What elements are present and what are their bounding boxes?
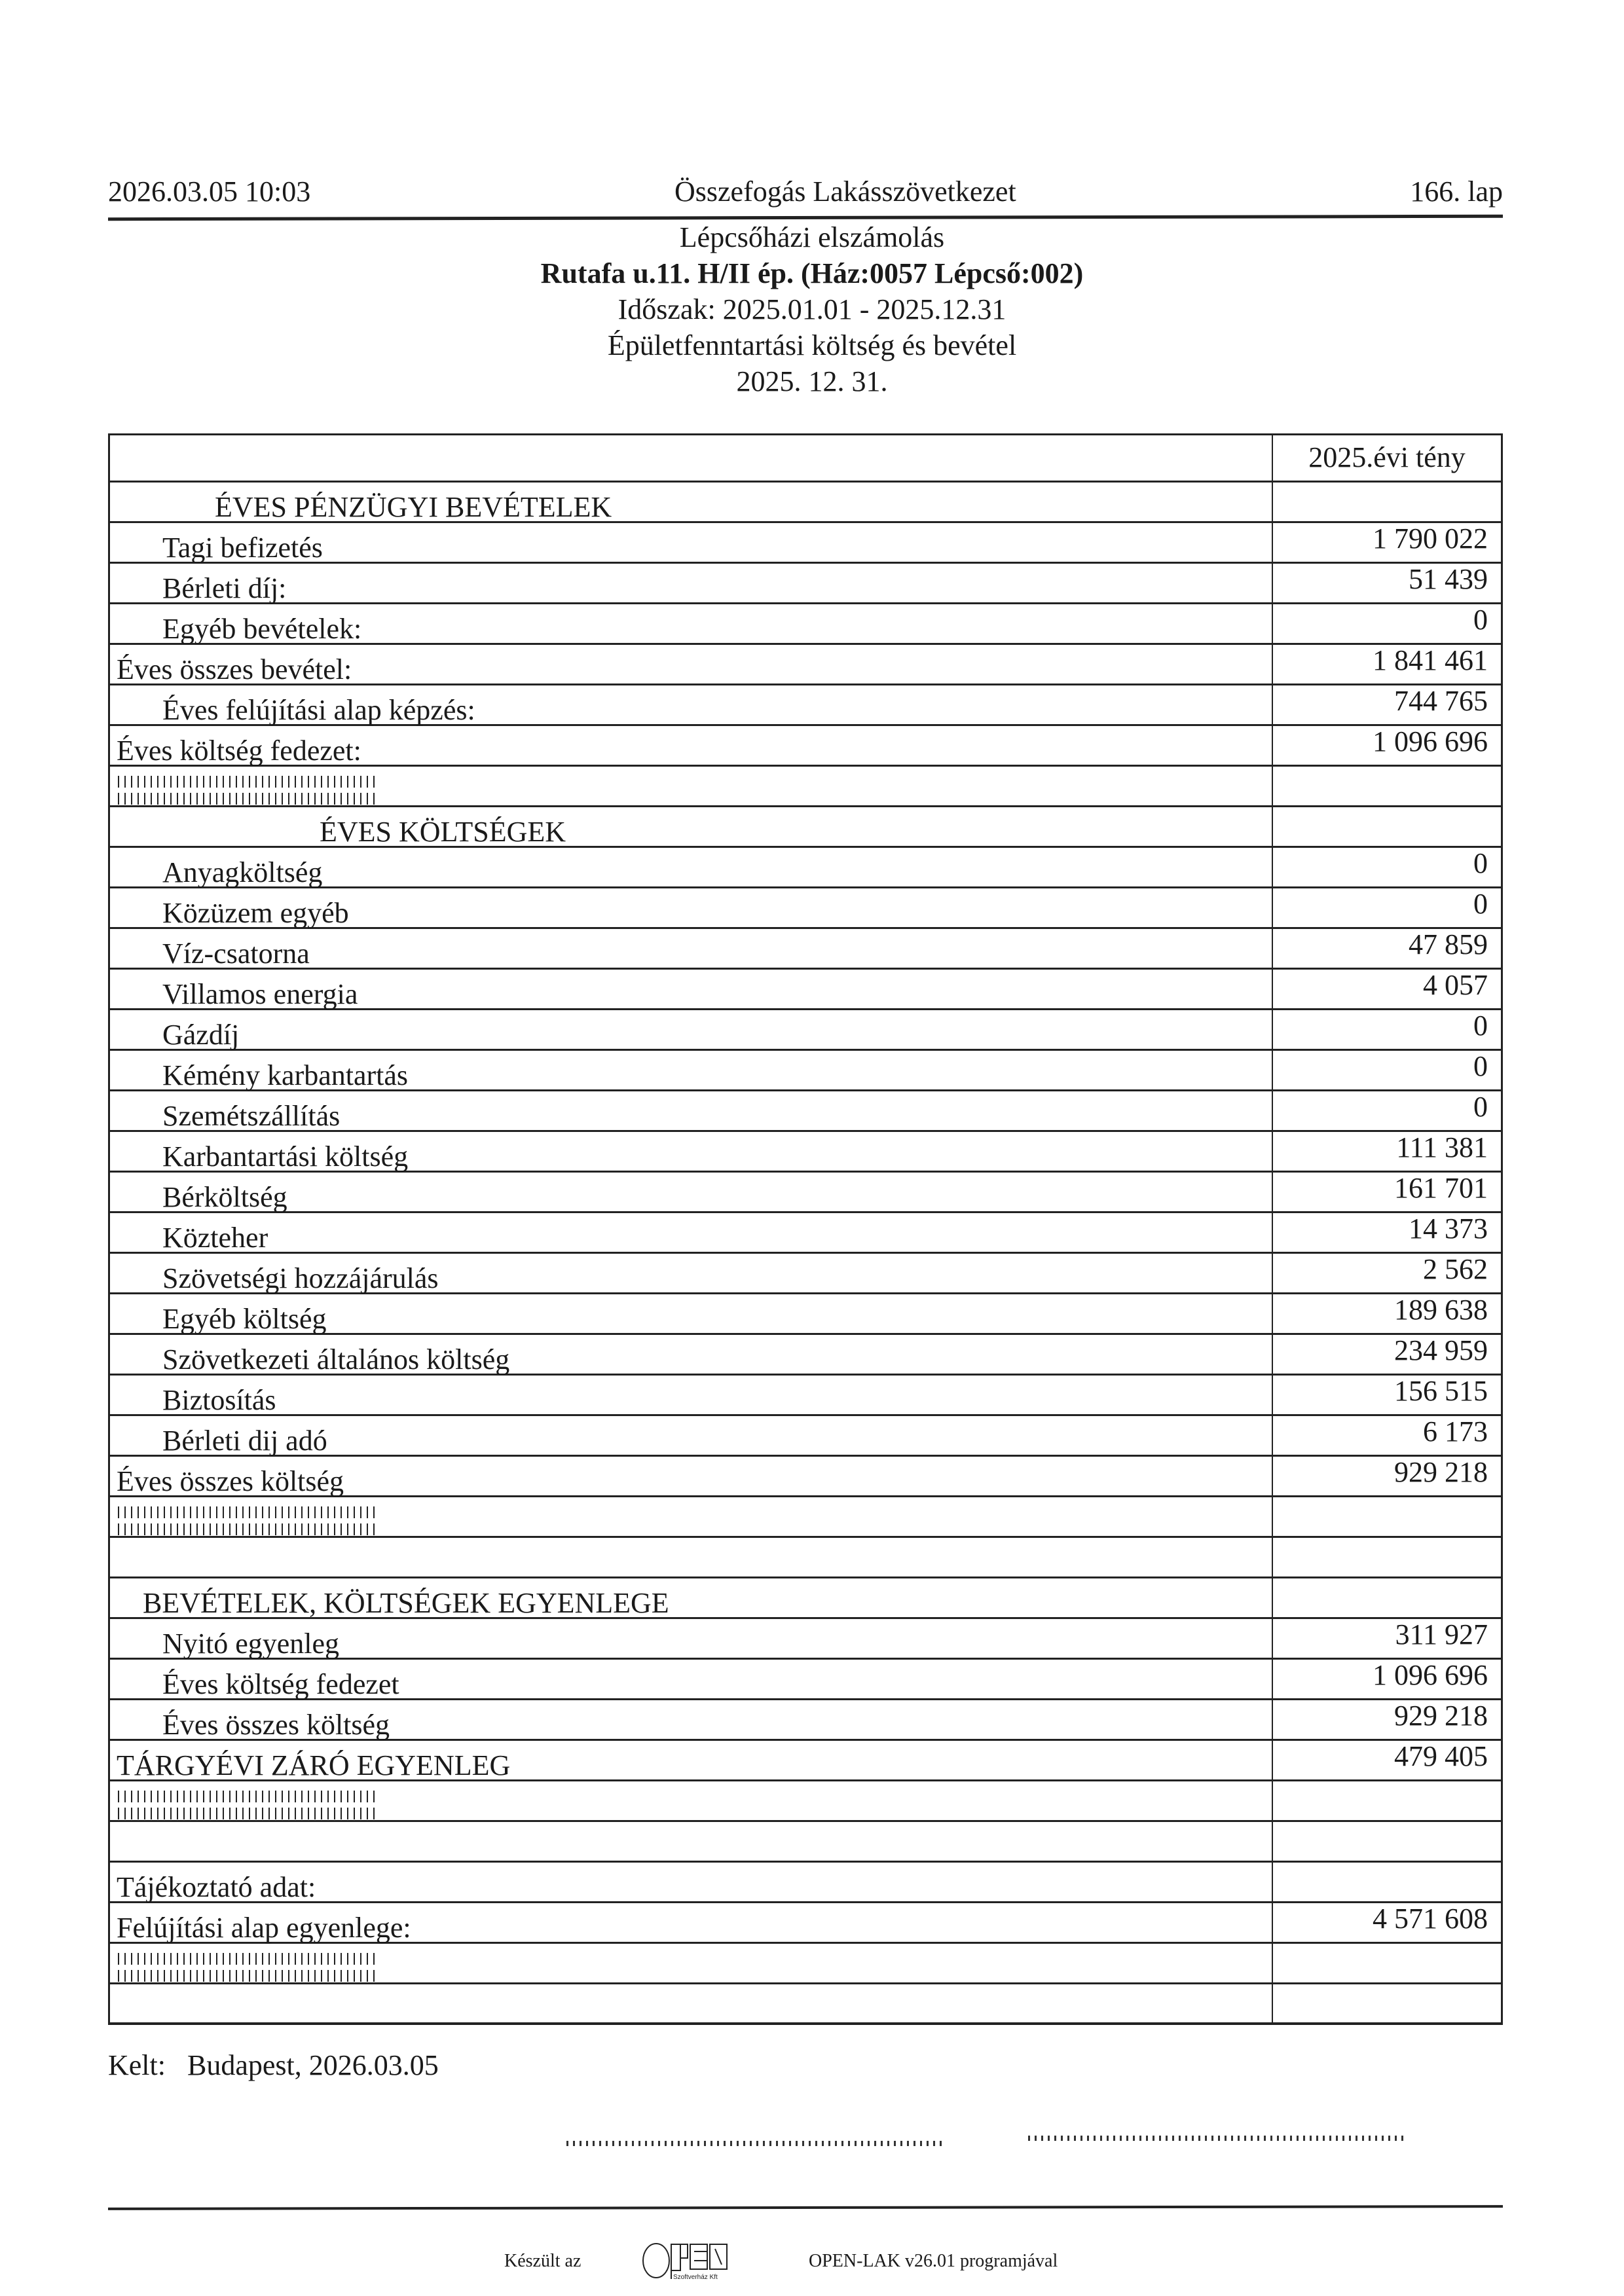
row-label: Közüzem egyéb [162, 897, 349, 929]
separator-row [110, 1781, 1501, 1822]
row-value: 4 057 [1272, 970, 1501, 1008]
row-value: 1 096 696 [1272, 726, 1501, 765]
row-value: 0 [1272, 1051, 1501, 1089]
table-row [110, 685, 1501, 726]
settlement-table [108, 433, 1503, 2025]
footer-suffix: OPEN-LAK v26.01 programjával [809, 2251, 1058, 2271]
row-label: Biztosítás [162, 1384, 276, 1416]
table-row [110, 1700, 1501, 1741]
section-title: ÉVES KÖLTSÉGEK [320, 816, 566, 848]
footer-rule [108, 2205, 1503, 2210]
section-info [110, 1863, 1501, 1903]
page-number: 166. lap [1410, 175, 1503, 208]
row-label: Karbantartási költség [162, 1140, 409, 1173]
table-row [110, 888, 1501, 929]
row-value: 161 701 [1272, 1173, 1501, 1211]
row-label: Éves költség fedezet [162, 1668, 399, 1700]
row-value: 0 [1272, 1091, 1501, 1130]
signature-line-right [1028, 2136, 1408, 2141]
row-label: Éves összes költség [117, 1465, 344, 1497]
row-value: 0 [1272, 888, 1501, 927]
row-value: 234 959 [1272, 1335, 1501, 1374]
table-row [110, 929, 1501, 970]
row-label: Éves összes költség [162, 1709, 390, 1741]
row-label: Szövetségi hozzájárulás [162, 1262, 439, 1294]
separator-row [110, 1497, 1501, 1538]
table-row [110, 1294, 1501, 1335]
row-label: Bérleti dij adó [162, 1425, 327, 1457]
row-label: Szemétszállítás [162, 1100, 341, 1132]
row-label: Egyéb költség [162, 1303, 327, 1335]
report-date: 2025. 12. 31. [736, 365, 888, 397]
kelt-label: Kelt: [108, 2049, 166, 2081]
report-subject: Épületfenntartási költség és bevétel [607, 329, 1017, 361]
row-value: 6 173 [1272, 1416, 1501, 1455]
row-label: Tagi befizetés [162, 532, 323, 564]
row-label: Szövetkezeti általános költség [162, 1343, 510, 1376]
row-label: Egyéb bevételek: [162, 613, 362, 645]
row-value: 0 [1272, 1010, 1501, 1049]
row-label: Villamos energia [162, 978, 358, 1010]
row-label: Gázdíj [162, 1019, 240, 1051]
header-rule [108, 215, 1503, 221]
table-header-row [110, 435, 1501, 483]
row-label: Közteher [162, 1222, 268, 1254]
row-value: 156 515 [1272, 1376, 1501, 1414]
row-value: 2 562 [1272, 1254, 1501, 1292]
table-row [110, 604, 1501, 645]
table-row [110, 564, 1501, 604]
table-row [110, 970, 1501, 1010]
row-label: Bérleti díj: [162, 572, 287, 604]
row-value: 0 [1272, 604, 1501, 643]
section-title: Tájékoztató adat: [117, 1871, 316, 1903]
table-row [110, 848, 1501, 888]
print-datetime: 2026.03.05 10:03 [108, 175, 311, 208]
separator-bars [118, 1791, 380, 1802]
empty-row [110, 1822, 1501, 1863]
table-row [110, 1619, 1501, 1660]
row-label: Víz-csatorna [162, 938, 310, 970]
row-label: Éves összes bevétel: [117, 653, 352, 685]
row-value: 4 571 608 [1272, 1903, 1501, 1942]
column-header: 2025.évi tény [1272, 435, 1501, 481]
issue-place-date [108, 2049, 439, 2082]
kelt-value: Budapest, 2026.03.05 [187, 2049, 439, 2081]
table-row [110, 1051, 1501, 1091]
row-value: 311 927 [1272, 1619, 1501, 1658]
row-label: Nyitó egyenleg [162, 1628, 340, 1660]
separator-bars [118, 1523, 380, 1535]
empty-row [110, 1538, 1501, 1578]
empty-row [110, 1984, 1501, 2025]
row-label: Éves költség fedezet: [117, 735, 361, 767]
table-row [110, 1010, 1501, 1051]
organization-name: Összefogás Lakásszövetkezet [674, 175, 1016, 208]
row-value: 1 096 696 [1272, 1660, 1501, 1698]
table-row-total [110, 726, 1501, 767]
table-row [110, 1903, 1501, 1944]
period: Időszak: 2025.01.01 - 2025.12.31 [618, 293, 1006, 325]
separator-bars [118, 1506, 380, 1518]
separator-bars [118, 1970, 380, 1982]
report-type: Lépcsőházi elszámolás [679, 221, 945, 253]
row-label: TÁRGYÉVI ZÁRÓ EGYENLEG [117, 1749, 511, 1781]
separator-bars [118, 1808, 380, 1819]
section-title: BEVÉTELEK, KÖLTSÉGEK EGYENLEGE [143, 1587, 669, 1619]
table-row [110, 1416, 1501, 1457]
table-row [110, 1660, 1501, 1700]
row-value: 14 373 [1272, 1213, 1501, 1252]
row-label: Bérköltség [162, 1181, 287, 1213]
row-value: 111 381 [1272, 1132, 1501, 1171]
row-value: 929 218 [1272, 1457, 1501, 1495]
section-income [110, 483, 1501, 523]
row-label: Anyagköltség [162, 856, 323, 888]
separator-bars [118, 776, 380, 788]
open-logo-icon [642, 2242, 753, 2283]
table-row-total [110, 1457, 1501, 1497]
separator-bars [118, 1953, 380, 1965]
table-row [110, 1091, 1501, 1132]
footer-prefix: Készült az [504, 2251, 581, 2271]
row-value: 189 638 [1272, 1294, 1501, 1333]
row-value: 479 405 [1272, 1741, 1501, 1779]
row-value: 929 218 [1272, 1700, 1501, 1739]
row-label: Éves felújítási alap képzés: [162, 694, 475, 726]
section-costs [110, 807, 1501, 848]
row-value: 744 765 [1272, 685, 1501, 724]
table-row [110, 1132, 1501, 1173]
table-row [110, 1335, 1501, 1376]
row-value: 0 [1272, 848, 1501, 886]
row-label: Kémény karbantartás [162, 1059, 409, 1091]
table-row [110, 1254, 1501, 1294]
row-value: 1 790 022 [1272, 523, 1501, 562]
building-address: Rutafa u.11. H/II ép. (Ház:0057 Lépcső:002) [540, 257, 1084, 289]
separator-row [110, 767, 1501, 807]
separator-bars [118, 793, 380, 805]
separator-row [110, 1944, 1501, 1984]
table-row-total [110, 645, 1501, 685]
row-label: Felújítási alap egyenlege: [117, 1912, 411, 1944]
table-row [110, 1213, 1501, 1254]
svg-text:Szoftverház Kft: Szoftverház Kft [673, 2274, 718, 2281]
table-row-total [110, 1741, 1501, 1781]
signature-line-left [566, 2141, 946, 2146]
section-balance [110, 1578, 1501, 1619]
table-row [110, 523, 1501, 564]
section-title: ÉVES PÉNZÜGYI BEVÉTELEK [215, 491, 612, 523]
table-row [110, 1376, 1501, 1416]
row-value: 47 859 [1272, 929, 1501, 968]
row-value: 51 439 [1272, 564, 1501, 602]
table-row [110, 1173, 1501, 1213]
row-value: 1 841 461 [1272, 645, 1501, 683]
